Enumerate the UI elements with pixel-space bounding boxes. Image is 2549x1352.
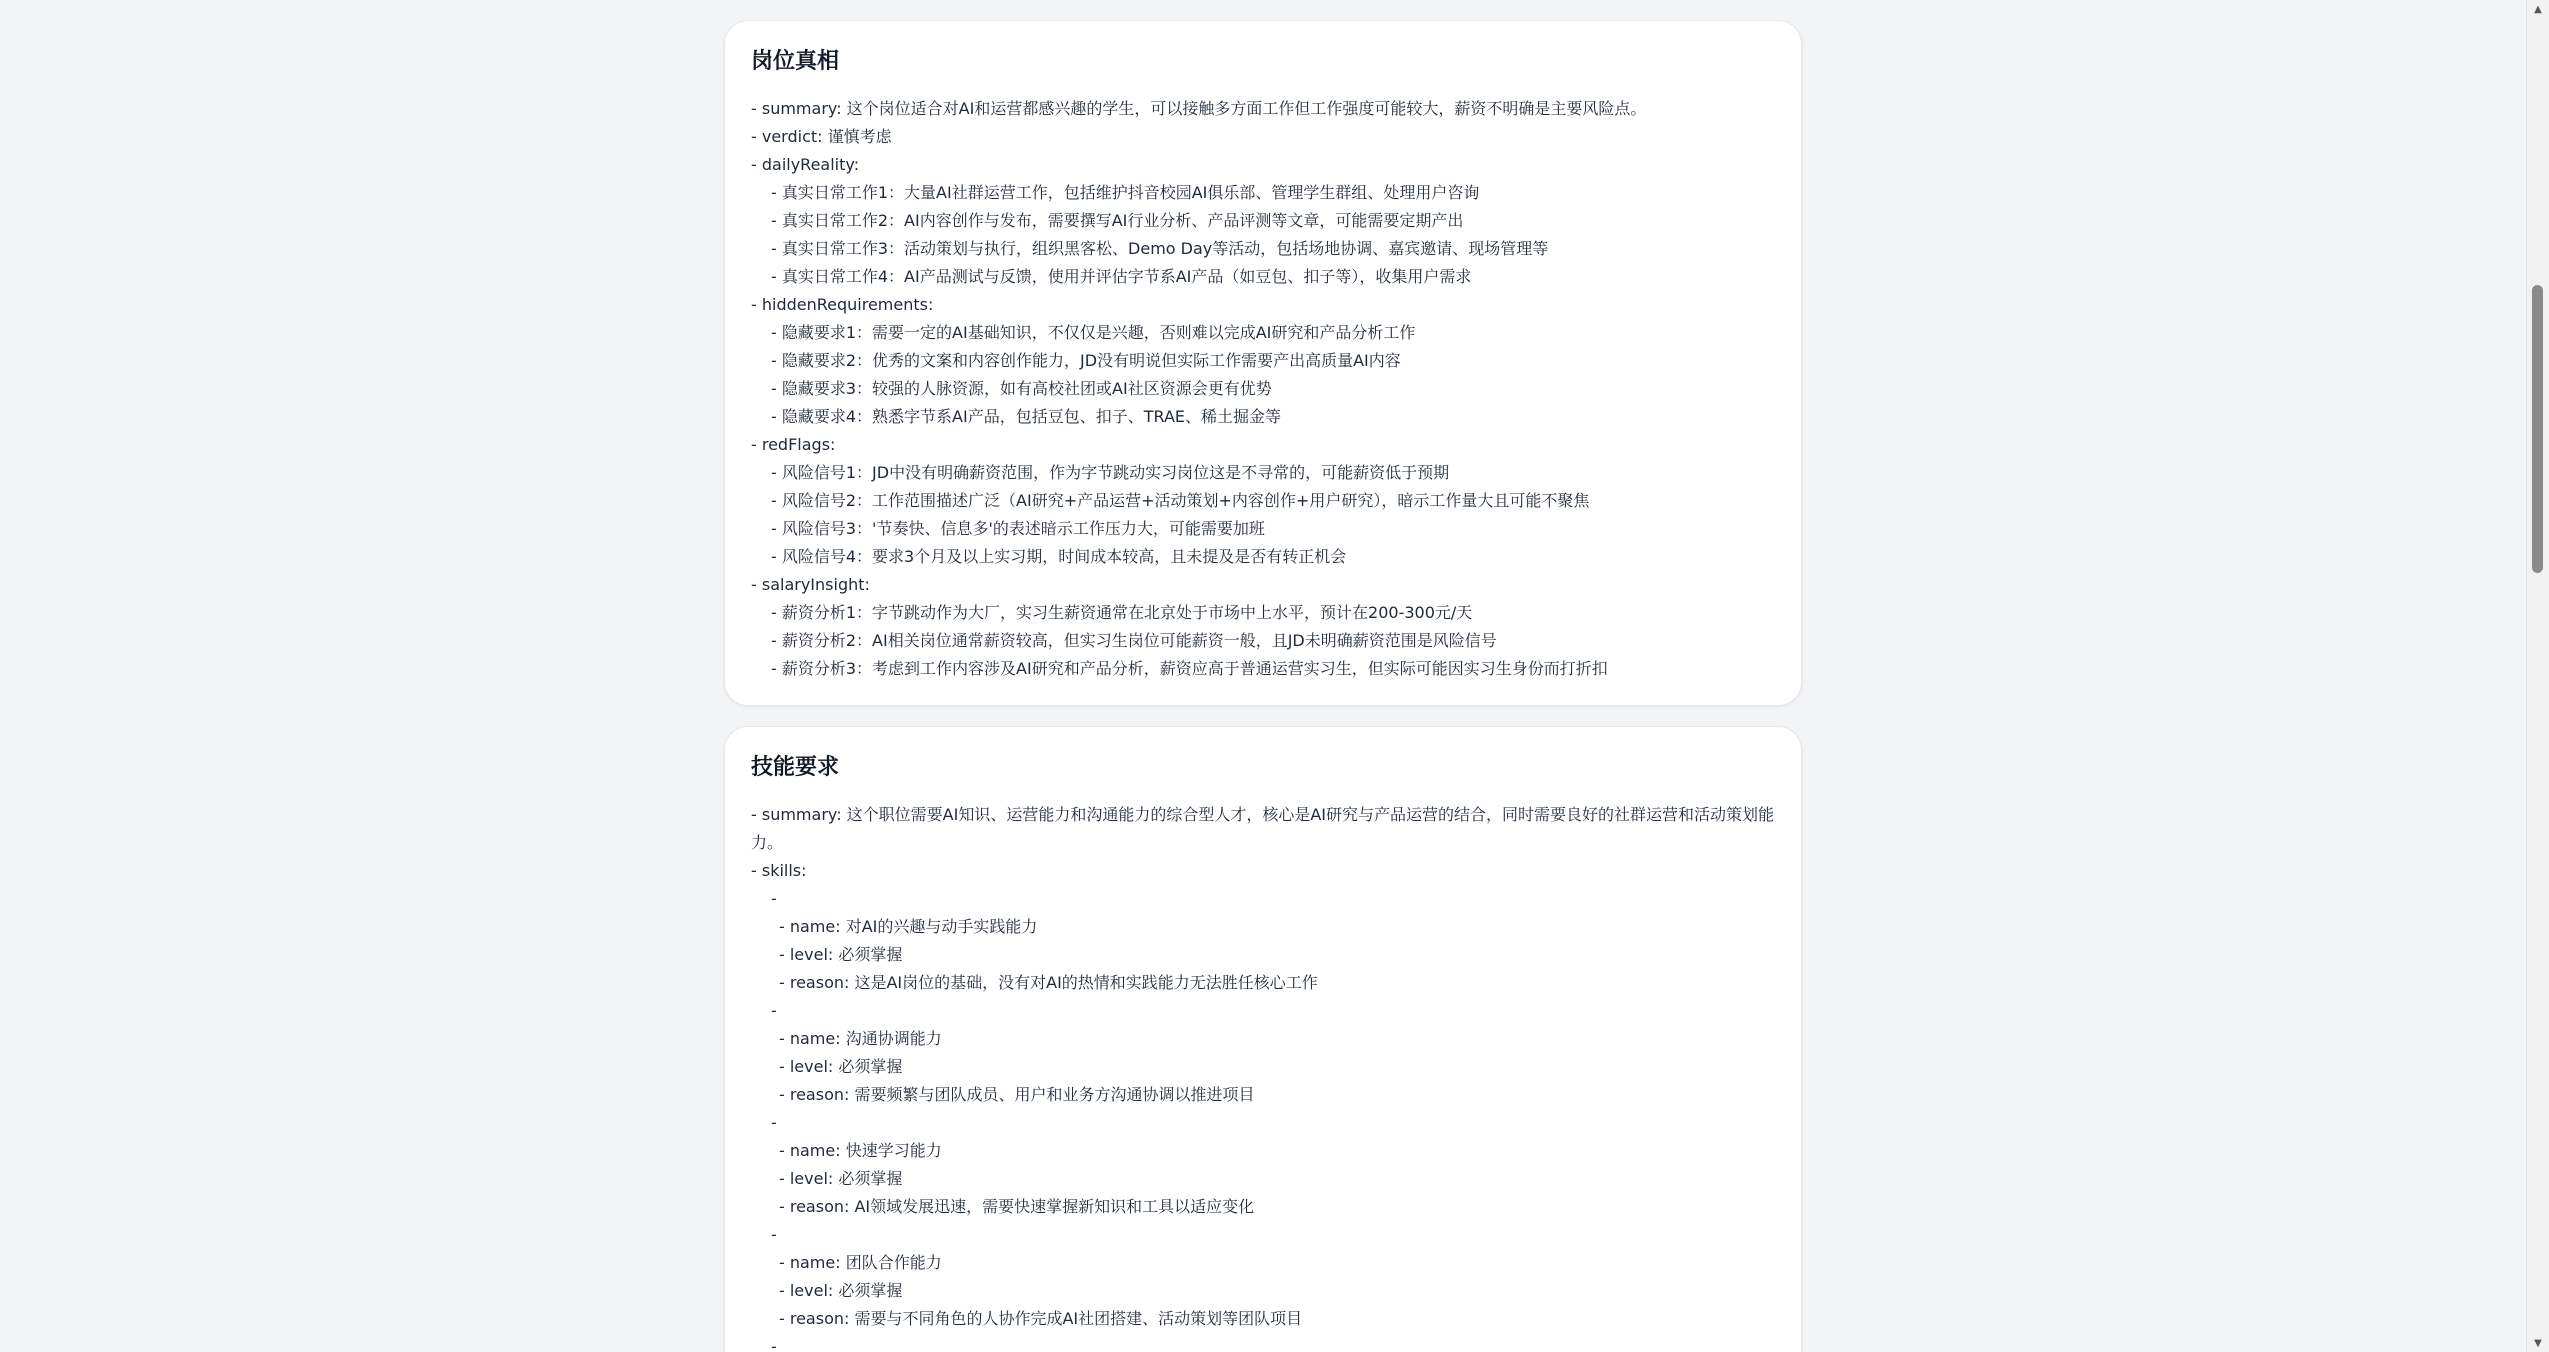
daily-reality-item: - 真实日常工作2：AI内容创作与发布，需要撰写AI行业分析、产品评测等文章，可能需要定期产出: [771, 211, 1464, 230]
red-flags-heading: - redFlags:: [751, 435, 836, 454]
skill-entry-marker: -: [771, 1001, 777, 1020]
skill-reason: - reason: AI领域发展迅速，需要快速掌握新知识和工具以适应变化: [779, 1197, 1255, 1216]
job-truth-card: [724, 20, 1802, 706]
salary-insight-item: - 薪资分析1：字节跳动作为大厂，实习生薪资通常在北京处于市场中上水平，预计在200-300元/天: [771, 603, 1473, 622]
salary-insight-heading: - salaryInsight:: [751, 575, 870, 594]
daily-reality-heading: - dailyReality:: [751, 155, 860, 174]
salary-insight-item: - 薪资分析3：考虑到工作内容涉及AI研究和产品分析，薪资应高于普通运营实习生，但实际可能因实习生身份而打折扣: [771, 659, 1608, 678]
skill-entry-marker: -: [771, 1337, 777, 1352]
red-flag-item: - 风险信号2：工作范围描述广泛（AI研究+产品运营+活动策划+内容创作+用户研究），暗示工作量大且可能不聚焦: [771, 491, 1590, 510]
scroll-up-icon[interactable]: ▲: [2534, 3, 2542, 15]
daily-reality-item: - 真实日常工作1：大量AI社群运营工作，包括维护抖音校园AI俱乐部、管理学生群组、处理用户咨询: [771, 183, 1480, 202]
truth-verdict-line: - verdict: 谨慎考虑: [751, 127, 892, 146]
hidden-requirement-item: - 隐藏要求2：优秀的文案和内容创作能力，JD没有明说但实际工作需要产出高质量AI内容: [771, 351, 1401, 370]
daily-reality-item: - 真实日常工作4：AI产品测试与反馈，使用并评估字节系AI产品（如豆包、扣子等），收集用户需求: [771, 267, 1472, 286]
skill-entry-marker: -: [771, 1225, 777, 1244]
scroll-down-icon[interactable]: ▼: [2534, 1337, 2542, 1349]
truth-summary-line: - summary: 这个岗位适合对AI和运营都感兴趣的学生，可以接触多方面工作但工作强度可能较大，薪资不明确是主要风险点。: [751, 99, 1647, 118]
skill-reason: - reason: 需要频繁与团队成员、用户和业务方沟通协调以推进项目: [779, 1085, 1255, 1104]
salary-insight-item: - 薪资分析2：AI相关岗位通常薪资较高，但实习生岗位可能薪资一般，且JD未明确薪资范围是风险信号: [771, 631, 1497, 650]
main-content: [724, 20, 1802, 1352]
skills-card: [724, 726, 1802, 1352]
skill-reason: - reason: 这是AI岗位的基础，没有对AI的热情和实践能力无法胜任核心工作: [779, 973, 1318, 992]
skill-entry-marker: -: [771, 1113, 777, 1132]
skill-level: - level: 必须掌握: [779, 1281, 903, 1300]
hidden-requirement-item: - 隐藏要求4：熟悉字节系AI产品，包括豆包、扣子、TRAE、稀土掘金等: [771, 407, 1282, 426]
red-flag-item: - 风险信号4：要求3个月及以上实习期，时间成本较高，且未提及是否有转正机会: [771, 547, 1347, 566]
skill-name: - name: 对AI的兴趣与动手实践能力: [779, 917, 1038, 936]
skills-list-heading: - skills:: [751, 861, 807, 880]
hidden-requirement-item: - 隐藏要求3：较强的人脉资源，如有高校社团或AI社区资源会更有优势: [771, 379, 1272, 398]
skill-level: - level: 必须掌握: [779, 1057, 903, 1076]
skill-name: - name: 沟通协调能力: [779, 1029, 942, 1048]
job-truth-title: 岗位真相: [751, 49, 840, 74]
skill-name: - name: 快速学习能力: [779, 1141, 942, 1160]
skill-entry-marker: -: [771, 889, 777, 908]
hidden-requirements-heading: - hiddenRequirements:: [751, 295, 934, 314]
skill-level: - level: 必须掌握: [779, 945, 903, 964]
scrollbar-thumb[interactable]: [2532, 285, 2543, 573]
skills-title: 技能要求: [751, 755, 840, 780]
skill-level: - level: 必须掌握: [779, 1169, 903, 1188]
hidden-requirement-item: - 隐藏要求1：需要一定的AI基础知识，不仅仅是兴趣，否则难以完成AI研究和产品分析工作: [771, 323, 1416, 342]
vertical-scrollbar[interactable]: [2526, 0, 2549, 1352]
daily-reality-item: - 真实日常工作3：活动策划与执行，组织黑客松、Demo Day等活动，包括场地协调、嘉宾邀请、现场管理等: [771, 239, 1549, 258]
skills-summary-line: - summary: 这个职位需要AI知识、运营能力和沟通能力的综合型人才，核心是AI研究与产品运营的结合，同时需要良好的社群运营和活动策划能力。: [751, 805, 1775, 852]
skill-name: - name: 团队合作能力: [779, 1253, 942, 1272]
red-flag-item: - 风险信号3：'节奏快、信息多'的表述暗示工作压力大，可能需要加班: [771, 519, 1265, 538]
skill-reason: - reason: 需要与不同角色的人协作完成AI社团搭建、活动策划等团队项目: [779, 1309, 1303, 1328]
red-flag-item: - 风险信号1：JD中没有明确薪资范围，作为字节跳动实习岗位这是不寻常的，可能薪资低于预期: [771, 463, 1450, 482]
